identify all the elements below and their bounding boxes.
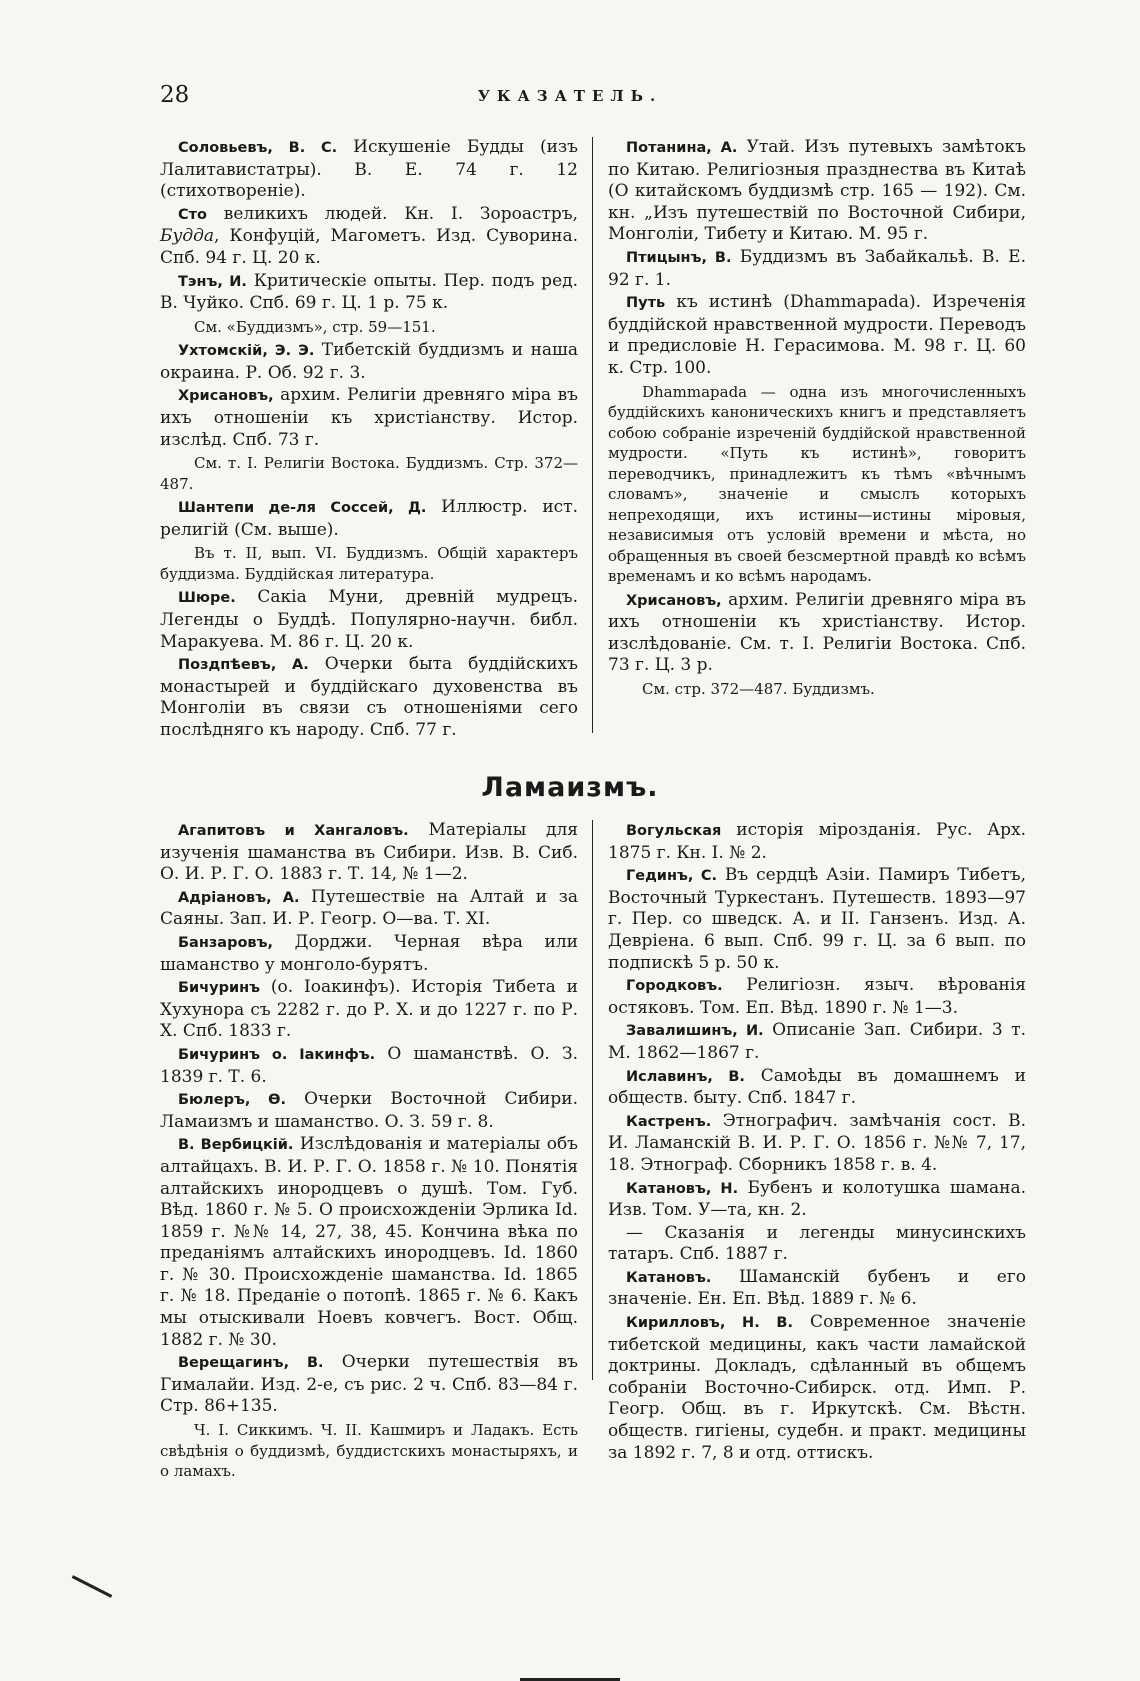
entry: Шантепи де-ля Соссей, Д. Иллюстр. ист. религій (См. выше).: [160, 497, 578, 540]
page-number: 28: [160, 82, 190, 108]
entry-note: См. «Буддизмъ», стр. 59—151.: [194, 317, 436, 336]
bottom-left-column: [160, 820, 578, 1485]
entry: Агапитовъ и Хангаловъ. Матеріалы для изученія шаманства въ Сибири. Изв. В. Сиб. О. И. Р. Г. О. 1883 г. Т. 14, № 1—2.: [160, 820, 578, 885]
entry: Верещагинъ, В. Очерки путешествія въ Гималайи. Изд. 2-е, съ рис. 2 ч. Спб. 83—84 г. Стр. 86+135.: [160, 1352, 578, 1417]
entry: Тэнъ, И. Критическіе опыты. Пер. подъ ред. В. Чуйко. Спб. 69 г. Ц. 1 р. 75 к.: [160, 270, 578, 314]
entry: Адріановъ, А. Путешествіе на Алтай и за Саяны. Зап. И. Р. Геогр. О—ва. Т. XI.: [160, 886, 579, 930]
entry-note: Dhammapada — одна изъ многочисленныхъ буддійскихъ каноническихъ книгъ и представляетъ собою собраніе изреченій буддійской нравственной мудрости. «Путь къ истинѣ», говоритъ переводчикъ, принадлежитъ къ тѣмъ «вѣчнымъ словамъ», значеніе и смыслъ которыхъ непреходящи, ихъ истины—истины міровыя, независимыя отъ условій времени и мѣста, но обращенныя въ своей безсмертной правдѣ ко всѣмъ временамъ и ко всѣмъ народамъ.: [608, 382, 1026, 586]
entry: Банзаровъ, Дорджи. Черная вѣра или шаманство у монголо-бурятъ.: [160, 931, 578, 975]
top-left-column: [160, 137, 578, 743]
running-title: УКАЗАТЕЛЬ.: [477, 87, 663, 105]
entry: Бичуринъ о. Іакинфъ. О шаманствѣ. О. З. 1839 г. Т. 6.: [160, 1043, 578, 1087]
page-header: [0, 82, 1140, 112]
entry: Соловьевъ, В. С. Искушеніе Будды (изъ Лалитавистатры). В. Е. 74 г. 12 (стихотвореніе).: [160, 137, 578, 202]
column-divider: [592, 137, 593, 733]
entry: Сто великихъ людей. Кн. I. Зороастръ, Будда, Конфуцій, Магометъ. Изд. Суворина. Спб. 94 г. Ц. 20 к.: [160, 203, 578, 268]
entry: Вогульская исторія мірозданія. Рус. Арх. 1875 г. Кн. I. № 2.: [608, 820, 1026, 863]
entry: Кирилловъ, Н. В. Современное значеніе тибетской медицины, какъ части ламайской доктрины. Докладъ, сдѣланный въ общемъ собраніи Восточно-Сибирск. отд. Имп. Р. Геогр. Общ. въ г. Иркутскѣ. См. Вѣстн. обществ. гигіены, судебн. и практ. медицины за 1892 г. 7, 8 и отд. оттискъ.: [608, 1312, 1026, 1463]
entry-note: Ч. I. Сиккимъ. Ч. II. Кашмиръ и Ладакъ. Есть свѣдѣнія о буддизмѣ, буддистскихъ монастыряхъ, и о ламахъ.: [160, 1421, 578, 1481]
entry: В. Вербицкій. Изслѣдованія и матеріалы объ алтайцахъ. В. И. Р. Г. О. 1858 г. № 10. Понятія алтайскихъ инородцевъ о душѣ. Том. Губ. Вѣд. 1860 г. № 5. О происхожденіи Эрлика Id. 1859 г. №№ 14, 27, 38, 45. Кончина вѣка по преданіямъ алтайскихъ инородцевъ. Id. 1860 г. № 30. Происхожденіе шаманства. Id. 1865 г. № 18. Преданіе о потопѣ. 1865 г. № 6. Какъ мы отыскивали Ноевъ ковчегъ. Вост. Общ. 1882 г. № 30.: [160, 1134, 578, 1350]
entry: Потанина, А. Утай. Изъ путевыхъ замѣтокъ по Китаю. Религіозныя празднества въ Китаѣ (О китайскомъ буддизмѣ стр. 165 — 192). См. кн. „Изъ путешествій по Восточной Сибири, Монголіи, Тибету и Китаю. М. 95 г.: [608, 137, 1026, 245]
top-right-column: [608, 137, 1026, 702]
entry: Катановъ, Н. Бубенъ и колотушка шамана. Изв. Том. У—та, кн. 2.: [608, 1177, 1026, 1221]
entry: Ухтомскій, Э. Э. Тибетскій буддизмъ и наша окраина. Р. Об. 92 г. 3.: [160, 340, 578, 383]
entry: Птицынъ, В. Буддизмъ въ Забайкальѣ. В. Е. 92 г. 1.: [608, 246, 1026, 290]
entry: Гединъ, С. Въ сердцѣ Азіи. Памиръ Тибетъ, Восточный Туркестанъ. Путешеств. 1893—97 г. Пер. со шведск. А. и II. Ганзенъ. Изд. А. Девріена. 6 вып. Спб. 99 г. Ц. за 6 вып. по подпискѣ 5 р. 50 к.: [608, 865, 1026, 973]
section-title: Ламаизмъ.: [481, 772, 659, 803]
entry-note: См. т. I. Религіи Востока. Буддизмъ. Стр. 372—487.: [160, 454, 578, 493]
entry: Бичуринъ (о. Іоакинфъ). Исторія Тибета и Хухунора съ 2282 г. до Р. Х. и до 1227 г. по Р. Х. Спб. 1833 г.: [160, 977, 578, 1042]
entry: — Сказанія и легенды минусинскихъ татаръ. Спб. 1887 г.: [608, 1222, 1026, 1265]
entry: Хрисановъ, архим. Религіи древняго міра въ ихъ отношеніи къ христіанству. Истор. изслѣдованіе. См. т. I. Религіи Востока. Спб. 73 г. Ц. 3 р.: [608, 589, 1026, 676]
entry-note: См. стр. 372—487. Буддизмъ.: [642, 679, 875, 698]
entry: Путь къ истинѣ (Dhammapada). Изреченія буддійской нравственной мудрости. Переводъ и предисловіе Н. Герасимова. М. 98 г. Ц. 60 к. Стр. 100.: [608, 292, 1026, 378]
entry: Кастренъ. Этнографич. замѣчанія сост. В. И. Ламанскій В. И. Р. Г. О. 1856 г. №№ 7, 17, 18. Этнограф. Сборникъ 1858 г. в. 4.: [608, 1110, 1026, 1175]
entry-note: Въ т. II, вып. VI. Буддизмъ. Общій характеръ буддизма. Буддійская литература.: [160, 544, 578, 583]
bottom-right-column: [608, 820, 1026, 1465]
entry: Завалишинъ, И. Описаніе Зап. Сибири. 3 т. М. 1862—1867 г.: [608, 1020, 1026, 1063]
entry: Шюре. Сакіа Муни, древній мудрецъ. Легенды о Буддѣ. Популярно-научн. библ. Маракуева. М. 86 г. Ц. 20 к.: [160, 587, 578, 652]
entry: Поздпѣевъ, А. Очерки быта буддійскихъ монастырей и буддійскаго духовенства въ Монголіи въ связи съ отношеніями сего послѣдняго къ народу. Спб. 77 г.: [160, 654, 578, 740]
column-divider: [592, 820, 593, 1380]
ink-mark: [72, 1575, 113, 1598]
entry: Иславинъ, В. Самоѣды въ домашнемъ и обществ. быту. Спб. 1847 г.: [608, 1065, 1026, 1109]
entry: Катановъ. Шаманскій бубенъ и его значеніе. Ен. Еп. Вѣд. 1889 г. № 6.: [608, 1266, 1026, 1310]
entry: Хрисановъ, архим. Религіи древняго міра въ ихъ отношеніи къ христіанству. Истор. изслѣд. Спб. 73 г.: [160, 385, 578, 450]
entry: Городковъ. Религіозн. языч. вѣрованія остяковъ. Том. Еп. Вѣд. 1890 г. № 1—3.: [608, 975, 1026, 1018]
entry: Бюлеръ, Ѳ. Очерки Восточной Сибири. Ламаизмъ и шаманство. О. З. 59 г. 8.: [160, 1089, 578, 1132]
